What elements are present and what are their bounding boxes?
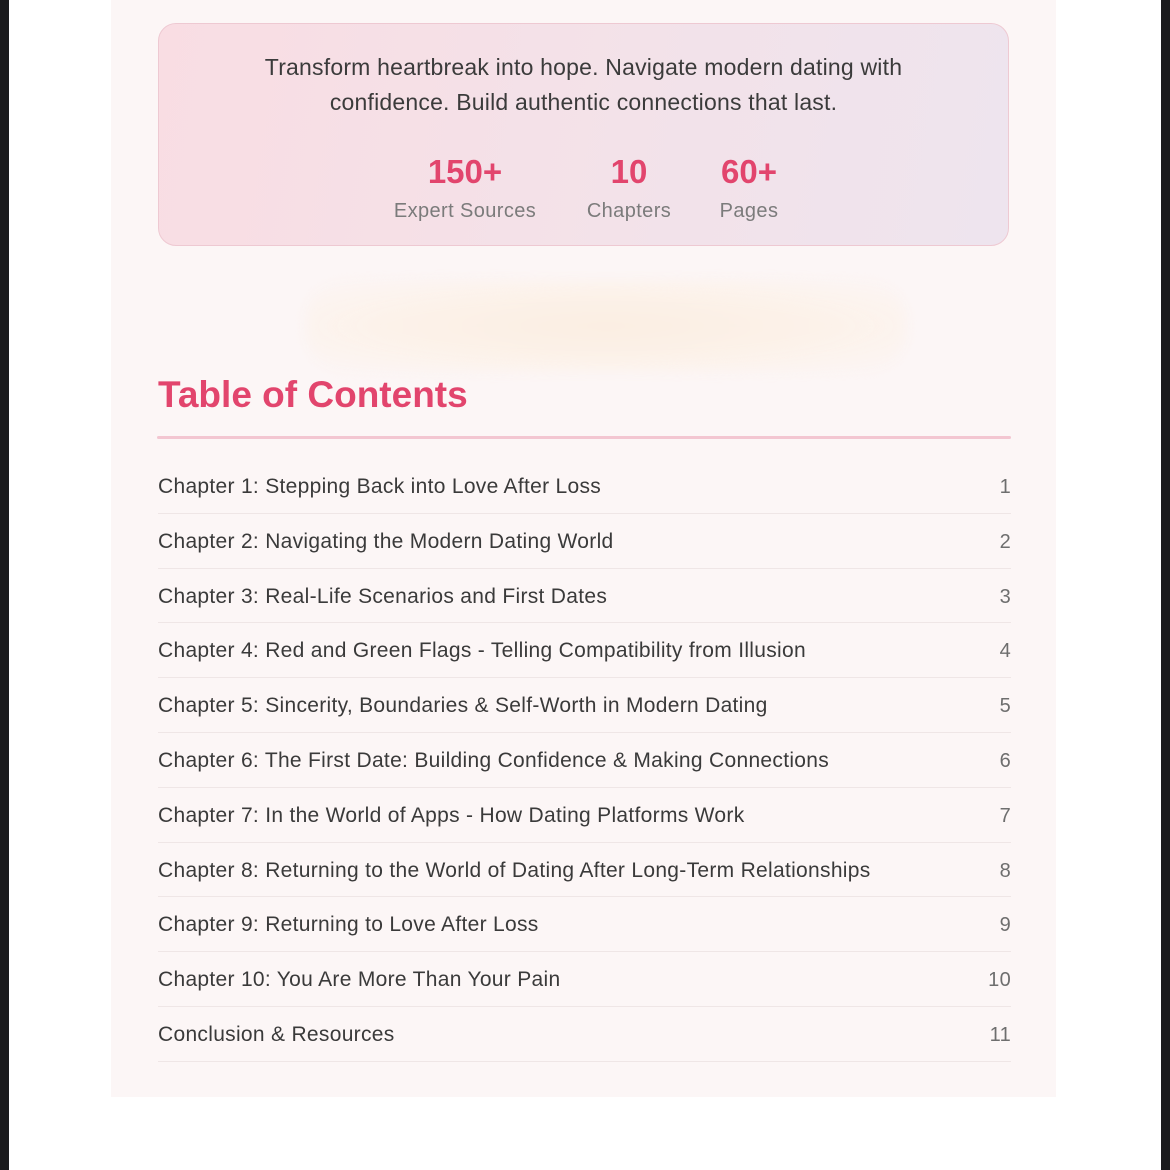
document-page (111, 0, 1056, 1097)
toc-item-chapter-7[interactable] (158, 788, 1011, 843)
window-frame-left (0, 0, 9, 1170)
toc-item-page-number: 3 (999, 585, 1011, 608)
toc-item-page-number: 4 (999, 640, 1011, 663)
stat-value: 150+ (427, 153, 503, 190)
toc-item-label: Chapter 9: Returning to Love After Loss (158, 913, 539, 937)
stat-pages (704, 152, 794, 223)
toc-item-page-number: 11 (989, 1023, 1011, 1046)
toc-item-label: Chapter 5: Sincerity, Boundaries & Self-Worth in Modern Dating (158, 694, 768, 718)
toc-item-label: Chapter 4: Red and Green Flags - Telling Compatibility from Illusion (158, 639, 806, 663)
toc-item-label: Conclusion & Resources (158, 1022, 395, 1046)
toc-item-page-number: 5 (999, 695, 1011, 718)
toc-item-chapter-8[interactable] (158, 843, 1011, 898)
toc-item-page-number: 8 (999, 859, 1011, 882)
toc-item-chapter-10[interactable] (158, 952, 1011, 1007)
toc-item-page-number: 1 (999, 476, 1011, 498)
toc-item-chapter-1[interactable] (158, 459, 1011, 514)
stat-expert-sources (390, 152, 540, 223)
stat-chapters (574, 152, 684, 223)
toc-item-label: Chapter 3: Real-Life Scenarios and First Dates (158, 584, 608, 608)
toc-item-label: Chapter 6: The First Date: Building Confidence & Making Connections (158, 748, 830, 772)
toc-item-label: Chapter 1: Stepping Back into Love After Loss (158, 475, 602, 498)
stat-label: Chapters (586, 200, 672, 222)
stat-value: 10 (610, 153, 648, 190)
toc-item-chapter-2[interactable] (158, 514, 1011, 569)
window-frame-right (1161, 0, 1170, 1170)
stat-label: Pages (719, 200, 779, 222)
toc-item-label: Chapter 8: Returning to the World of Dating After Long-Term Relationships (158, 858, 871, 882)
toc-item-conclusion[interactable] (158, 1007, 1011, 1062)
blurred-banner (306, 280, 906, 372)
toc-item-label: Chapter 2: Navigating the Modern Dating World (158, 529, 614, 553)
stat-label: Expert Sources (393, 200, 537, 222)
toc-item-page-number: 2 (999, 530, 1011, 553)
toc-list (158, 459, 1011, 1062)
stat-value: 60+ (721, 153, 777, 190)
toc-title: Table of Contents (158, 374, 468, 415)
toc-item-chapter-4[interactable] (158, 623, 1011, 678)
toc-item-chapter-5[interactable] (158, 678, 1011, 733)
toc-item-page-number: 9 (999, 914, 1011, 937)
toc-item-chapter-9[interactable] (158, 897, 1011, 952)
toc-divider (157, 436, 1011, 439)
hero-card (158, 23, 1009, 246)
toc-item-page-number: 7 (999, 804, 1011, 827)
toc-item-page-number: 10 (988, 969, 1011, 992)
toc-item-chapter-3[interactable] (158, 569, 1011, 624)
toc-item-chapter-6[interactable] (158, 733, 1011, 788)
hero-tagline: Transform heartbreak into hope. Navigate modern dating with confidence. Build authentic connections that last. (264, 54, 903, 115)
toc-item-page-number: 6 (999, 749, 1011, 772)
toc-item-label: Chapter 7: In the World of Apps - How Dating Platforms Work (158, 803, 745, 827)
toc-item-label: Chapter 10: You Are More Than Your Pain (158, 968, 561, 992)
